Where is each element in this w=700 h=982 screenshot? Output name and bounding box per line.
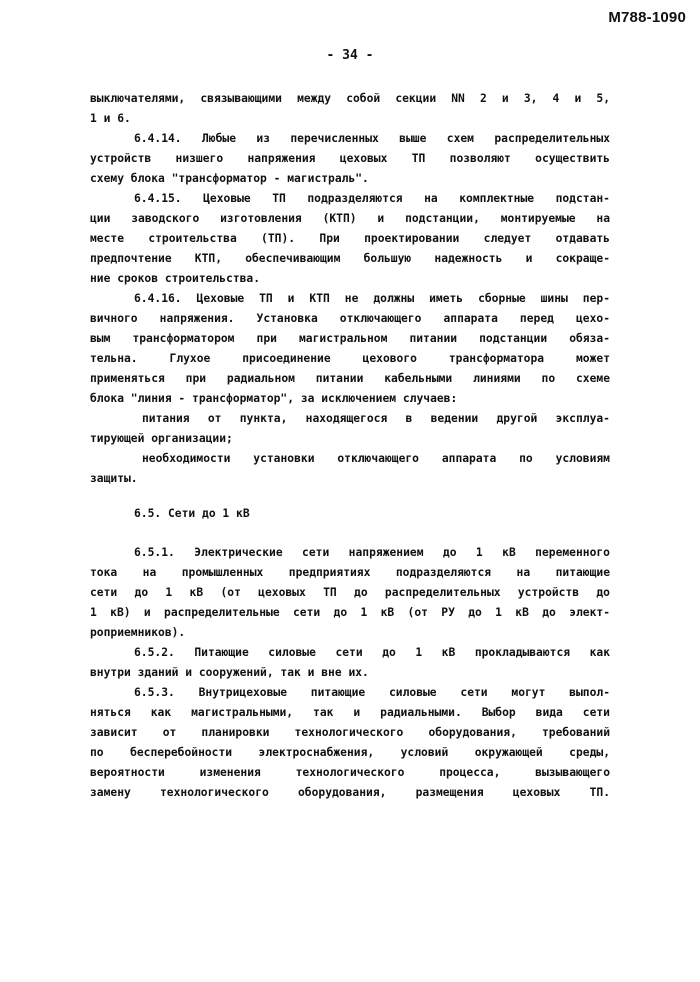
text-line: блока "линия - трансформатор", за исключением случаев: xyxy=(90,392,458,405)
section-heading: 6.5. Сети до 1 кВ xyxy=(134,507,250,520)
text-line: 6.4.15. Цеховые ТП подразделяются на комплектные подстан- xyxy=(134,192,610,205)
text-line: схему блока "трансформатор - магистраль". xyxy=(90,172,369,185)
text-line: предпочтение КТП, обеспечивающим большую надежность и сокраще- xyxy=(90,252,610,265)
text-line: зависит от планировки технологического оборудования, требований xyxy=(90,726,610,739)
text-line: 1 и 6. xyxy=(90,112,131,125)
text-line: роприемников). xyxy=(90,626,186,639)
text-line: необходимости установки отключающего аппарата по условиям xyxy=(142,452,610,465)
text-line: месте строительства (ТП). При проектировании следует отдавать xyxy=(90,232,610,245)
text-line: вым трансформатором при магистральном питании подстанции обяза- xyxy=(90,332,610,345)
text-line: вероятности изменения технологического процесса, вызывающего xyxy=(90,766,610,779)
text-line: 1 кВ) и распределительные сети до 1 кВ (от РУ до 1 кВ до элект- xyxy=(90,606,610,619)
text-line: применяться при радиальном питании кабельными линиями по схеме xyxy=(90,372,610,385)
text-line: тока на промышленных предприятиях подразделяются на питающие xyxy=(90,566,610,579)
text-line: замену технологического оборудования, размещения цеховых ТП. xyxy=(90,786,610,799)
text-line: питания от пункта, находящегося в ведении другой эксплуа- xyxy=(142,412,610,425)
text-line: по бесперебойности электроснабжения, условий окружающей среды, xyxy=(90,746,610,759)
page-number: - 34 - xyxy=(326,48,374,63)
text-line: ции заводского изготовления (КТП) и подстанции, монтируемые на xyxy=(90,212,610,225)
text-line: выключателями, связывающими между собой секции NN 2 и 3, 4 и 5, xyxy=(90,92,610,105)
text-line: 6.5.3. Внутрицеховые питающие силовые сети могут выпол- xyxy=(134,686,610,699)
text-line: внутри зданий и сооружений, так и вне их. xyxy=(90,666,369,679)
text-line: вичного напряжения. Установка отключающего аппарата перед цехо- xyxy=(90,312,610,325)
text-line: защиты. xyxy=(90,472,138,485)
text-line: сети до 1 кВ (от цеховых ТП до распределительных устройств до xyxy=(90,586,610,599)
text-line: тирующей организации; xyxy=(90,432,233,445)
text-line: устройств низшего напряжения цеховых ТП позволяют осуществить xyxy=(90,152,610,165)
document-code: M788-1090 xyxy=(608,9,686,26)
text-line: тельна. Глухое присоединение цехового трансформатора может xyxy=(90,352,610,365)
text-line: няться как магистральными, так и радиальными. Выбор вида сети xyxy=(90,706,610,719)
text-line: 6.5.1. Электрические сети напряжением до 1 кВ переменного xyxy=(134,546,610,559)
text-line: 6.4.14. Любые из перечисленных выше схем распределительных xyxy=(134,132,610,145)
text-line: 6.4.16. Цеховые ТП и КТП не должны иметь сборные шины пер- xyxy=(134,292,610,305)
text-line: 6.5.2. Питающие силовые сети до 1 кВ прокладываются как xyxy=(134,646,610,659)
text-line: ние сроков строительства. xyxy=(90,272,261,285)
